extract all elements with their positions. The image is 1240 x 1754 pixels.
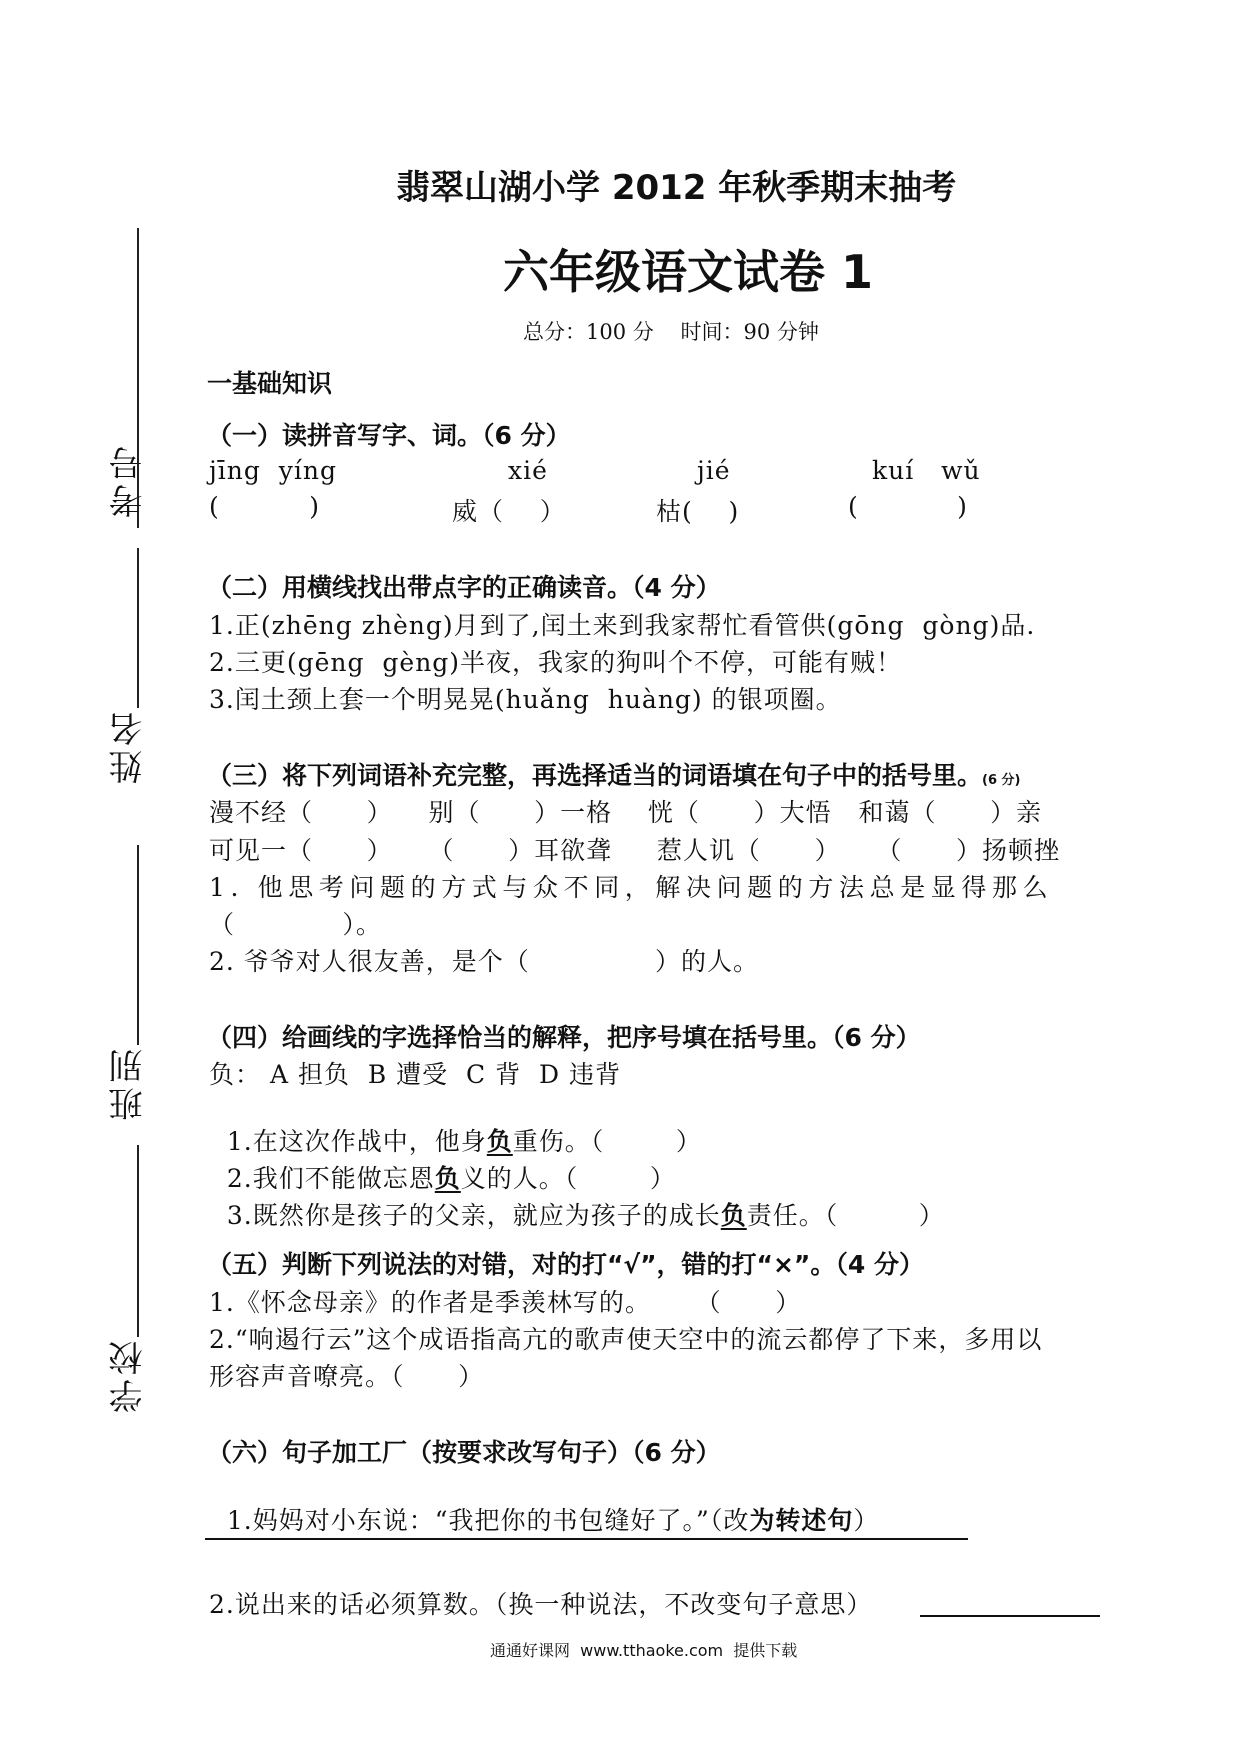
s4-q2-post: 义的人。（ ） (460, 1164, 676, 1193)
s1-pinyin-4: kuí wǔ (872, 456, 981, 485)
s1-pinyin-3: jié (697, 456, 731, 485)
s6-q1 (209, 1472, 879, 1537)
s4-q1-post: 重伤。（ ） (512, 1127, 702, 1156)
s3-q1b[interactable]: （ ）。 (209, 910, 382, 939)
s2-item-1: 1.正(zhēng zhèng)月到了,闰土来到我家帮忙看管供(gōng gòng)品. (209, 611, 1036, 640)
s4-q3-post: 责任。（ ） (746, 1201, 945, 1230)
margin-line-4 (137, 1145, 139, 1337)
margin-label-exam-no: 考号 (109, 442, 149, 518)
section-main-title: 一基础知识 (207, 369, 333, 398)
s1-pinyin-1: jīng yíng (209, 456, 337, 485)
s4-q2-char: 负 (434, 1164, 461, 1193)
s3-q2: 2. 爷爷对人很友善，是个（ ）的人。 (209, 947, 760, 976)
s6-q2: 2.说出来的话必须算数。（换一种说法，不改变句子意思） (209, 1590, 873, 1619)
s5-title: （五）判断下列说法的对错，对的打“√”，错的打“×”。（4 分） (207, 1250, 924, 1279)
s4-q3 (209, 1167, 945, 1232)
margin-label-school: 学校 (109, 1337, 149, 1413)
s3-row-2: 可见一（ ） （ ）耳欲聋 惹人讥（ ） （ ）扬顿挫 (209, 836, 1061, 865)
s2-item-2: 2.三更(gēng gèng)半夜，我家的狗叫个不停，可能有贼！ (209, 648, 903, 677)
s4-q1-char: 负 (486, 1127, 513, 1156)
s6-q1-answer-line[interactable] (205, 1538, 968, 1540)
s4-title: （四）给画线的字选择恰当的解释，把序号填在括号里。（6 分） (207, 1023, 921, 1052)
margin-line-3 (137, 845, 139, 1045)
s3-title (207, 756, 1020, 792)
s1-blank-1[interactable]: ( ) (209, 492, 320, 521)
school-title: 翡翠山湖小学 2012 年秋季期末抽考 (396, 168, 957, 208)
s6-q2-answer-line[interactable] (920, 1615, 1100, 1617)
s6-q1-pre: 1.妈妈对小东说：“我把你的书包缝好了。”（改 (226, 1506, 750, 1535)
margin-label-class: 班别 (109, 1045, 149, 1121)
s1-blank-4[interactable]: ( ) (848, 492, 968, 521)
s1-pinyin-2: xié (508, 456, 548, 485)
s4-options: 负： A 担负 B 遭受 C 背 D 违背 (209, 1060, 622, 1089)
s3-title-text: （三）将下列词语补充完整，再选择适当的词语填在句子中的括号里。 (207, 761, 983, 790)
margin-line-2 (137, 548, 139, 708)
s2-title: （二）用横线找出带点字的正确读音。（4 分） (207, 573, 721, 602)
s4-q3-char: 负 (720, 1201, 747, 1230)
exam-meta: 总分：100 分 时间：90 分钟 (523, 320, 819, 344)
exam-title: 六年级语文试卷 1 (503, 245, 874, 299)
s4-q2-pre: 2.我们不能做忘恩 (226, 1164, 435, 1193)
s5-q2b: 形容声音嘹亮。（ ） (209, 1362, 485, 1391)
s1-title: （一）读拼音写字、词。（6 分） (207, 421, 571, 450)
s3-title-score: (6 分) (982, 773, 1021, 788)
s4-q3-pre: 3.既然你是孩子的父亲，就应为孩子的成长 (226, 1201, 721, 1230)
margin-label-name: 姓名 (109, 708, 149, 784)
s5-q2a: 2.“响遏行云”这个成语指高亢的歌声使天空中的流云都停了下来，多用以 (209, 1325, 1043, 1354)
s1-blank-3[interactable]: 枯( ) (656, 497, 740, 526)
s6-q1-post: ） (853, 1506, 880, 1535)
s4-q1-pre: 1.在这次作战中，他身 (226, 1127, 487, 1156)
s3-q1a: 1. 他思考问题的方式与众不同，解决问题的方法总是显得那么 (209, 873, 1054, 902)
s5-q1: 1.《怀念母亲》的作者是季羡林写的。 （ ） (209, 1288, 802, 1317)
s3-row-1: 漫不经（ ） 别（ ）一格 恍（ ）大悟 和蔼（ ）亲 (209, 798, 1043, 827)
s1-blank-2[interactable]: 威（ ） (452, 497, 566, 526)
s6-q1-bold: 为转述句 (749, 1506, 854, 1535)
s2-item-3: 3.闰土颈上套一个明晃晃(huǎng huàng) 的银项圈。 (209, 685, 842, 714)
footer-source: 通通好课网 www.tthaoke.com 提供下载 (490, 1641, 798, 1660)
s6-title: （六）句子加工厂（按要求改写句子）（6 分） (207, 1438, 721, 1467)
